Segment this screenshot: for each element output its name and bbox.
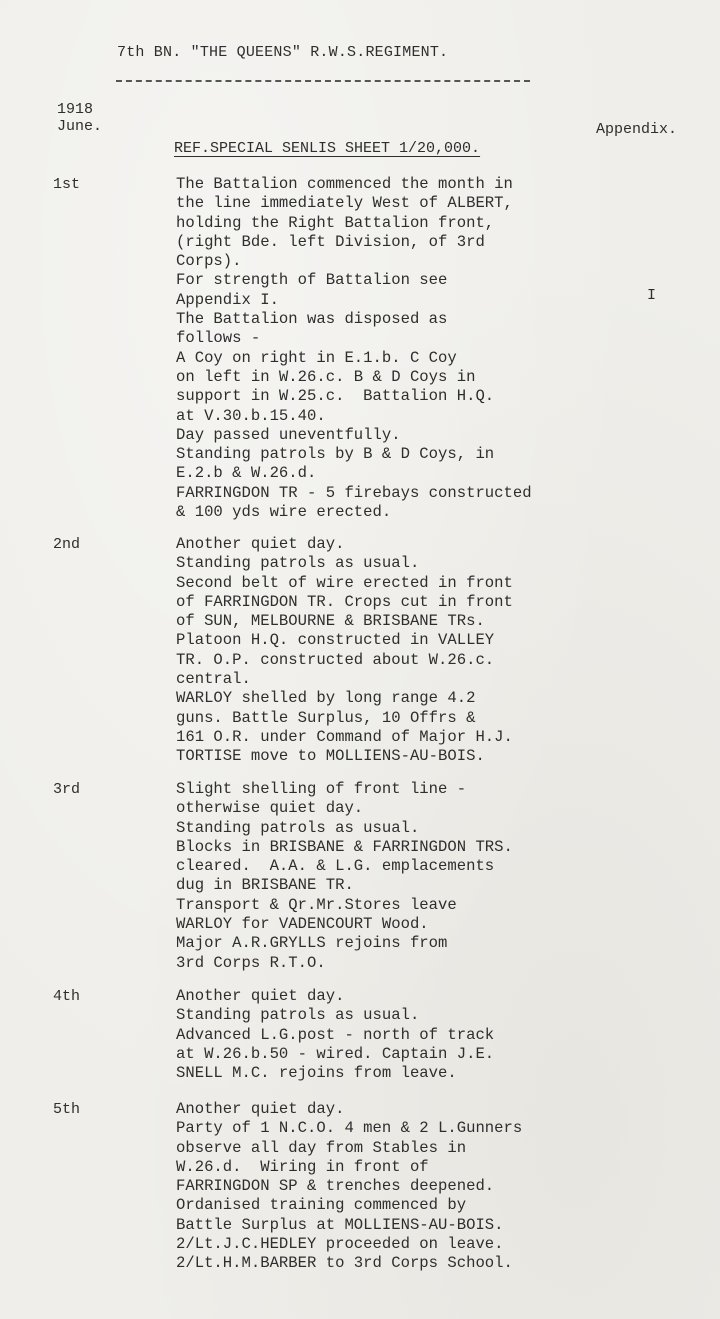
entry-line: guns. Battle Surplus, 10 Offrs & <box>176 708 476 727</box>
entry-line: Standing patrols as usual. <box>176 818 420 837</box>
entry-line: A Coy on right in E.1.b. C Coy <box>176 348 457 367</box>
entry-line: Corps). <box>176 252 242 271</box>
entry-line: Second belt of wire erected in front <box>176 573 513 592</box>
entry-line: TORTISE move to MOLLIENS-AU-BOIS. <box>176 747 485 766</box>
entry-line: Platoon H.Q. constructed in VALLEY <box>176 631 495 650</box>
day-label-5th: 5th <box>53 1101 81 1118</box>
entry-line: Ordanised training commenced by <box>176 1196 467 1215</box>
appendix-column-header: Appendix. <box>596 121 678 138</box>
entry-line: observe all day from Stables in <box>176 1138 467 1157</box>
entry-line: of SUN, MELBOURNE & BRISBANE TRs. <box>176 612 485 631</box>
entry-line: WARLOY shelled by long range 4.2 <box>176 689 476 708</box>
entry-line: follows - <box>176 329 261 348</box>
entry-line: Another quiet day. <box>176 987 345 1005</box>
entry-line: E.2.b & W.26.d. <box>176 464 317 483</box>
entry-line: & 100 yds wire erected. <box>176 503 392 522</box>
diary-entry-4th <box>176 987 494 1083</box>
entry-line: holding the Right Battalion front, <box>176 213 495 232</box>
date-column-header <box>57 101 102 135</box>
month: June. <box>57 118 103 135</box>
entry-line: Slight shelling of front line - <box>176 780 467 798</box>
entry-line: WARLOY for VADENCOURT Wood. <box>176 915 429 934</box>
title-underline <box>116 80 530 82</box>
entry-line: at V.30.b.15.40. <box>176 406 326 425</box>
entry-line: Day passed uneventfully. <box>176 425 401 444</box>
entry-line: Major A.R.GRYLLS rejoins from <box>176 934 448 953</box>
appendix-marker: I <box>647 287 657 304</box>
entry-line: Party of 1 N.C.O. 4 men & 2 L.Gunners <box>176 1119 523 1138</box>
entry-line: Standing patrols as usual. <box>176 1006 420 1025</box>
entry-line: 161 O.R. under Command of Major H.J. <box>176 727 513 746</box>
day-label-2nd: 2nd <box>53 536 81 553</box>
entry-line: dug in BRISBANE TR. <box>176 876 354 895</box>
entry-line: The Battalion was disposed as <box>176 310 448 329</box>
entry-line: central. <box>176 670 251 689</box>
entry-line: (right Bde. left Division, of 3rd <box>176 232 485 251</box>
map-reference: REF.SPECIAL SENLIS SHEET 1/20,000. <box>174 140 481 157</box>
entry-line: Another quiet day. <box>176 535 345 553</box>
entry-line: The Battalion commenced the month in <box>176 175 513 193</box>
diary-entry-3rd <box>176 780 513 973</box>
entry-line: Standing patrols by B & D Coys, in <box>176 445 495 464</box>
entry-line: on left in W.26.c. B & D Coys in <box>176 367 476 386</box>
entry-line: Appendix I. <box>176 290 279 309</box>
entry-line: 2/Lt.J.C.HEDLEY proceeded on leave. <box>176 1235 504 1254</box>
entry-line: Battle Surplus at MOLLIENS-AU-BOIS. <box>176 1215 504 1234</box>
day-label-4th: 4th <box>53 988 81 1005</box>
entry-line: TR. O.P. constructed about W.26.c. <box>176 650 495 669</box>
diary-entry-5th <box>176 1100 522 1274</box>
entry-line: support in W.25.c. Battalion H.Q. <box>176 387 495 406</box>
entry-line: Standing patrols as usual. <box>176 554 420 573</box>
entry-line: otherwise quiet day. <box>176 799 364 818</box>
document-title: 7th BN. "THE QUEENS" R.W.S.REGIMENT. <box>117 44 449 61</box>
entry-line: Blocks in BRISBANE & FARRINGDON TRS. <box>176 837 513 856</box>
entry-line: of FARRINGDON TR. Crops cut in front <box>176 592 513 611</box>
entry-line: Advanced L.G.post - north of track <box>176 1025 495 1044</box>
entry-line: SNELL M.C. rejoins from leave. <box>176 1064 457 1083</box>
diary-entry-1st <box>176 175 532 522</box>
entry-line: FARRINGDON SP & trenches deepened. <box>176 1177 495 1196</box>
entry-line: cleared. A.A. & L.G. emplacements <box>176 857 495 876</box>
entry-line: For strength of Battalion see <box>176 271 448 290</box>
entry-line: Transport & Qr.Mr.Stores leave <box>176 895 457 914</box>
entry-line: at W.26.b.50 - wired. Captain J.E. <box>176 1044 495 1063</box>
entry-line: W.26.d. Wiring in front of <box>176 1157 429 1176</box>
entry-line: 2/Lt.H.M.BARBER to 3rd Corps School. <box>176 1254 513 1273</box>
entry-line: the line immediately West of ALBERT, <box>176 194 513 213</box>
year: 1918 <box>57 101 94 118</box>
diary-entry-2nd <box>176 535 513 767</box>
day-label-1st: 1st <box>53 176 81 193</box>
entry-line: 3rd Corps R.T.O. <box>176 953 326 972</box>
entry-line: FARRINGDON TR - 5 firebays constructed <box>176 483 532 502</box>
day-label-3rd: 3rd <box>53 781 81 798</box>
entry-line: Another quiet day. <box>176 1100 345 1118</box>
